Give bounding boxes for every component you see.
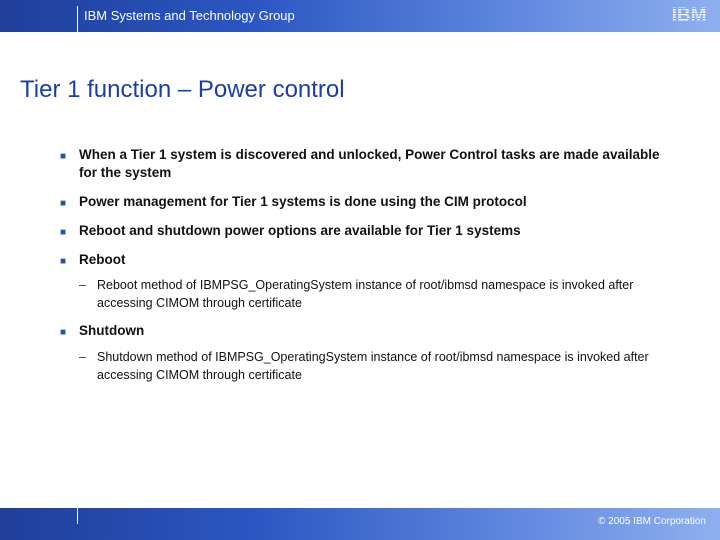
bullet-text: Power management for Tier 1 systems is done using the CIM protocol	[79, 194, 527, 209]
bullet-marker-icon: ■	[60, 227, 67, 238]
bullet-item	[60, 222, 670, 240]
bullet-marker-icon: ■	[60, 151, 67, 162]
header-divider	[77, 6, 78, 32]
bullet-item	[60, 146, 670, 182]
header-title: IBM Systems and Technology Group	[84, 8, 295, 23]
bullet-marker-icon: ■	[60, 256, 67, 267]
sub-bullet-item	[79, 348, 651, 384]
bullet-text: Reboot	[79, 252, 126, 267]
bullet-text: Shutdown	[79, 323, 145, 338]
bullet-item	[60, 193, 670, 211]
bullet-text: When a Tier 1 system is discovered and unlocked, Power Control tasks are made available for the system	[79, 147, 660, 180]
bullet-marker-icon: ■	[60, 327, 67, 338]
svg-text:IBM: IBM	[671, 5, 707, 24]
sub-bullet-item	[79, 276, 651, 312]
bullet-item	[60, 251, 670, 269]
slide-title: Tier 1 function – Power control	[20, 76, 345, 103]
bullet-item	[60, 322, 670, 340]
copyright-text: © 2005 IBM Corporation	[598, 516, 706, 527]
ibm-logo-icon	[664, 4, 714, 24]
dash-marker-icon: –	[79, 350, 86, 364]
footer-divider	[77, 508, 78, 524]
bullet-text: Reboot and shutdown power options are available for Tier 1 systems	[79, 223, 521, 238]
dash-marker-icon: –	[79, 278, 86, 292]
bullet-marker-icon: ■	[60, 198, 67, 209]
sub-bullet-text: Shutdown method of IBMPSG_OperatingSystem instance of root/ibmsd namespace is invoked after accessing CIMOM through certificate	[97, 350, 649, 382]
sub-bullet-text: Reboot method of IBMPSG_OperatingSystem instance of root/ibmsd namespace is invoked after accessing CIMOM through certificate	[97, 278, 634, 310]
